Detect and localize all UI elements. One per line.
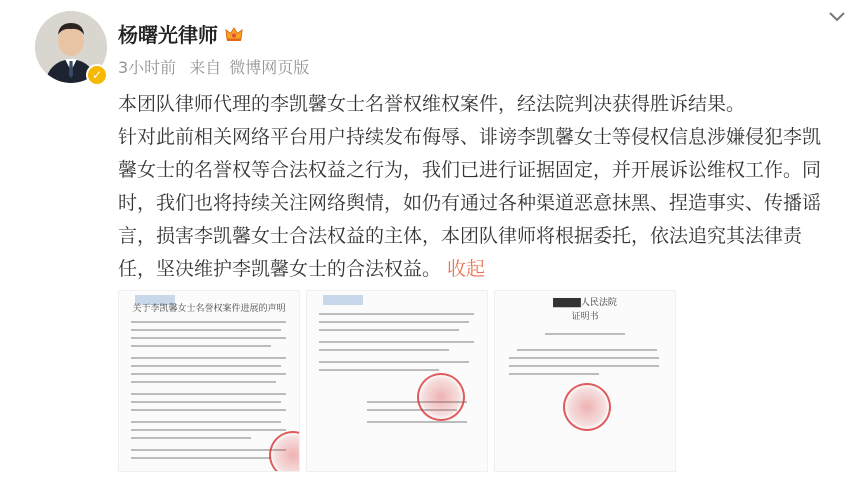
statement-title: 关于李凯馨女士名誉权案件进展的声明: [132, 304, 286, 314]
post-image-statement[interactable]: [118, 290, 300, 472]
post-source[interactable]: 微博网页版: [229, 58, 310, 77]
image-grid: [118, 290, 676, 472]
post-paragraph-2: [118, 121, 830, 286]
certificate-title: 证明书: [571, 312, 599, 322]
author-name[interactable]: [118, 19, 244, 48]
chevron-down-icon[interactable]: [826, 8, 848, 24]
firm-logo-icon: [323, 295, 363, 305]
court-name: ▇▇▇▇人民法院: [553, 298, 617, 308]
author-name-text[interactable]: 杨曙光律师: [118, 23, 218, 47]
post-paragraph-2-text: 针对此前相关网络平台用户持续发布侮辱、诽谤李凯馨女士等侵权信息涉嫌侵犯李凯馨女士的名誉权等合法权益之行为，我们已进行证据固定，并开展诉讼维权工作。同时，我们也将持续关注网络舆情，如仍有通过各种渠道恶意抹黑、捏造事实、传播谣言，损害李凯馨女士合法权益的主体，本团队律师将根据委托，依法追究其法律责任，坚决维护李凯馨女士的合法权益。: [118, 126, 822, 280]
court-name-text: 人民法院: [580, 298, 617, 308]
post-time[interactable]: 3小时前: [118, 58, 177, 77]
red-seal-icon: [269, 431, 300, 472]
post-image-page-2[interactable]: [306, 290, 488, 472]
source-prefix: 来自: [189, 58, 222, 77]
court-seal-icon: [563, 383, 611, 431]
post-meta: [118, 55, 317, 78]
verified-v-icon: ✓: [86, 64, 108, 86]
post-body: [118, 88, 830, 286]
post-paragraph-1: 本团队律师代理的李凯馨女士名誉权维权案件，经法院判决获得胜诉结果。: [118, 93, 746, 115]
red-seal-icon: [417, 373, 465, 421]
post-image-court-certificate[interactable]: [494, 290, 676, 472]
crown-icon: [224, 24, 244, 44]
collapse-link[interactable]: 收起: [447, 258, 486, 280]
